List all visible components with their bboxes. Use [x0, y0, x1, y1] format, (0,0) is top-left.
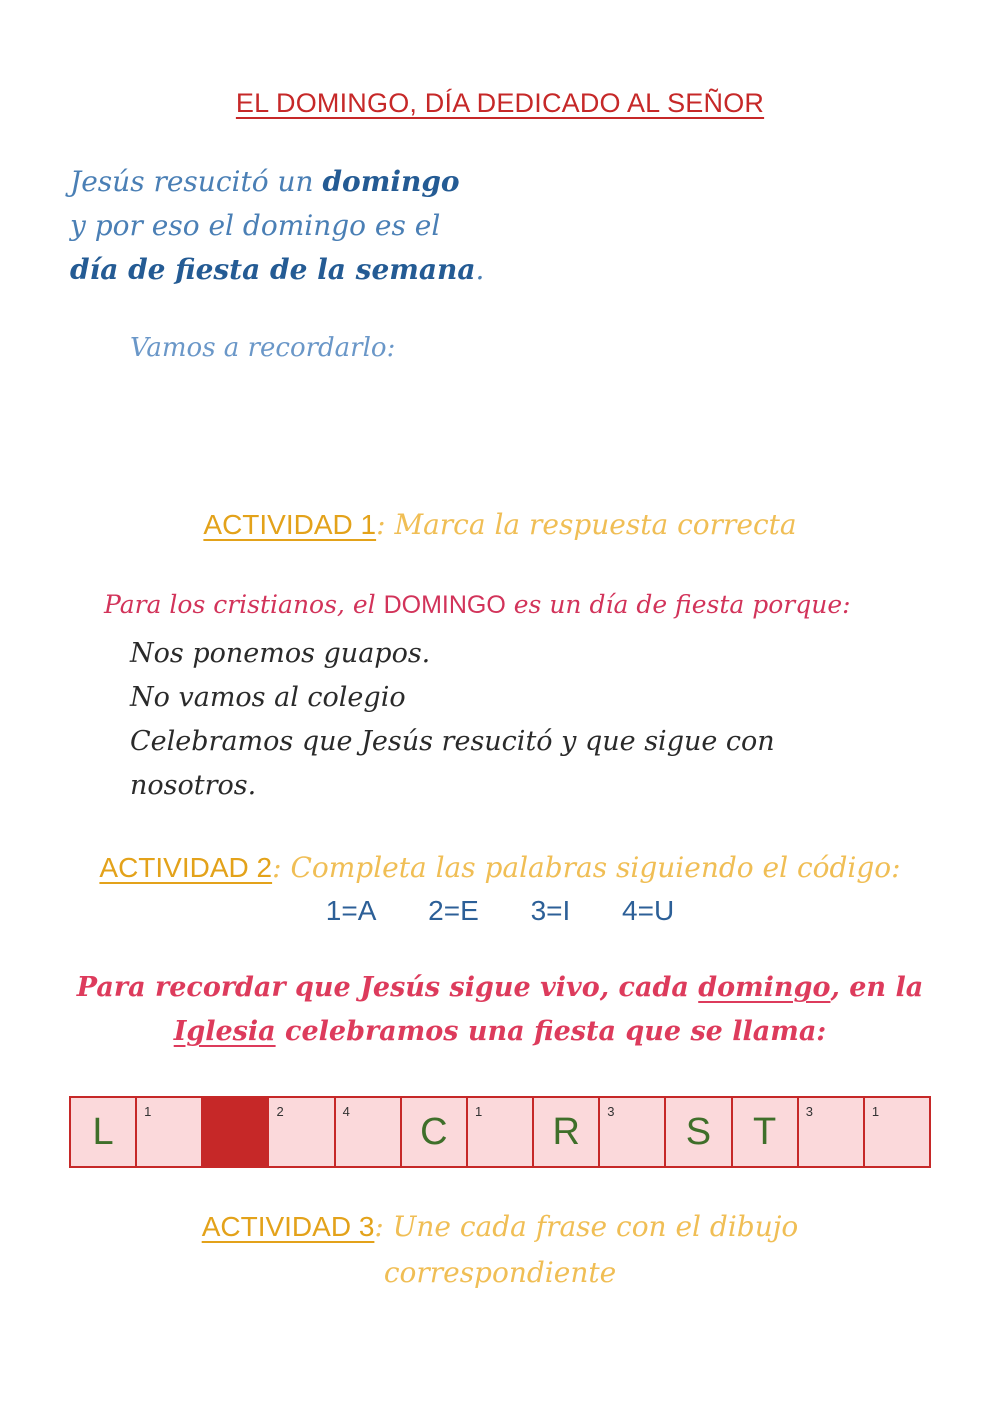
activity-2-heading — [0, 851, 1000, 884]
code-item: 1=A — [325, 895, 377, 926]
cell-letter: C — [420, 1110, 448, 1153]
intro-line-1-text: Jesús resucitó un — [70, 165, 323, 198]
grid-cell-3 — [203, 1098, 269, 1166]
activity-1-label: ACTIVIDAD 1 — [203, 509, 377, 540]
activity-2-sep: : — [272, 851, 291, 884]
code-key — [0, 895, 1000, 927]
remember-text: Vamos a recordarlo: — [130, 333, 396, 363]
intro-keyword-domingo: domingo — [322, 165, 460, 198]
sentence-part-a: Para recordar que Jesús sigue vivo, cada — [76, 972, 699, 1003]
activity-3-instruction: Une cada frase con el dibujo — [392, 1210, 799, 1243]
question-caps: DOMINGO — [383, 591, 506, 619]
activity-2-sentence — [0, 966, 1000, 1054]
intro-line-3 — [70, 248, 484, 292]
activity-2-instruction: Completa las palabras siguiendo el código: — [290, 851, 901, 884]
sentence-part-c: celebramos una fiesta que se llama: — [275, 1016, 827, 1047]
activity-3-instruction-2: correspondiente — [383, 1256, 617, 1289]
sentence-underlined-domingo: domingo — [698, 972, 831, 1003]
activity-1-sep: : — [376, 508, 395, 541]
activity-1-question — [104, 590, 851, 620]
grid-cell-6 — [402, 1098, 468, 1166]
activity-2-label: ACTIVIDAD 2 — [99, 852, 273, 883]
option-3[interactable]: Celebramos que Jesús resucitó y que sigue con — [130, 726, 775, 757]
activity-3-sep: : — [374, 1210, 393, 1243]
activity-3-heading-line-2 — [0, 1256, 1000, 1289]
word-grid — [69, 1096, 931, 1168]
cell-number: 1 — [474, 1104, 483, 1119]
intro-keyword-fiesta: día de fiesta de la semana — [70, 253, 476, 286]
option-2[interactable]: No vamos al colegio — [130, 682, 406, 713]
activity-3-heading — [0, 1210, 1000, 1243]
grid-cell-7[interactable] — [468, 1098, 534, 1166]
activity-3-label: ACTIVIDAD 3 — [201, 1211, 375, 1242]
activity-1-instruction: Marca la respuesta correcta — [394, 508, 797, 541]
cell-letter: S — [685, 1110, 712, 1153]
sentence-part-b: , en la — [830, 972, 924, 1003]
cell-letter: T — [753, 1110, 777, 1153]
cell-letter: L — [92, 1110, 114, 1153]
grid-cell-10 — [666, 1098, 732, 1166]
grid-cell-1 — [71, 1098, 137, 1166]
cell-number: 3 — [805, 1104, 813, 1119]
option-3-continued[interactable]: nosotros. — [130, 770, 257, 801]
intro-period: . — [475, 253, 485, 286]
intro-text — [70, 160, 484, 292]
grid-cell-5[interactable] — [336, 1098, 402, 1166]
sentence-line-1 — [0, 966, 1000, 1010]
cell-letter: R — [552, 1110, 580, 1153]
grid-cell-13[interactable] — [865, 1098, 929, 1166]
question-part-a: Para los cristianos, el — [104, 590, 384, 619]
grid-cell-4[interactable] — [269, 1098, 335, 1166]
cell-number: 1 — [871, 1104, 880, 1119]
cell-number: 4 — [342, 1104, 350, 1119]
grid-cell-2[interactable] — [137, 1098, 203, 1166]
intro-line-1 — [70, 160, 484, 204]
cell-number: 1 — [144, 1104, 152, 1119]
activity-1-options — [130, 632, 775, 808]
grid-cell-9[interactable] — [600, 1098, 666, 1166]
intro-line-2: y por eso el domingo es el — [70, 209, 441, 242]
cell-number: 2 — [276, 1104, 284, 1119]
code-item: 4=U — [622, 895, 675, 926]
code-item: 3=I — [530, 895, 571, 926]
option-1[interactable]: Nos ponemos guapos. — [130, 638, 431, 669]
activity-1-heading — [0, 508, 1000, 541]
question-part-b: es un día de fiesta porque: — [505, 590, 851, 619]
page-title: EL DOMINGO, DÍA DEDICADO AL SEÑOR — [235, 88, 765, 118]
sentence-underlined-iglesia: Iglesia — [173, 1016, 276, 1047]
code-item: 2=E — [428, 895, 479, 926]
grid-cell-12[interactable] — [799, 1098, 865, 1166]
sentence-line-2 — [0, 1010, 1000, 1054]
grid-cell-8 — [534, 1098, 600, 1166]
cell-number: 3 — [607, 1104, 615, 1119]
grid-cell-11 — [733, 1098, 799, 1166]
